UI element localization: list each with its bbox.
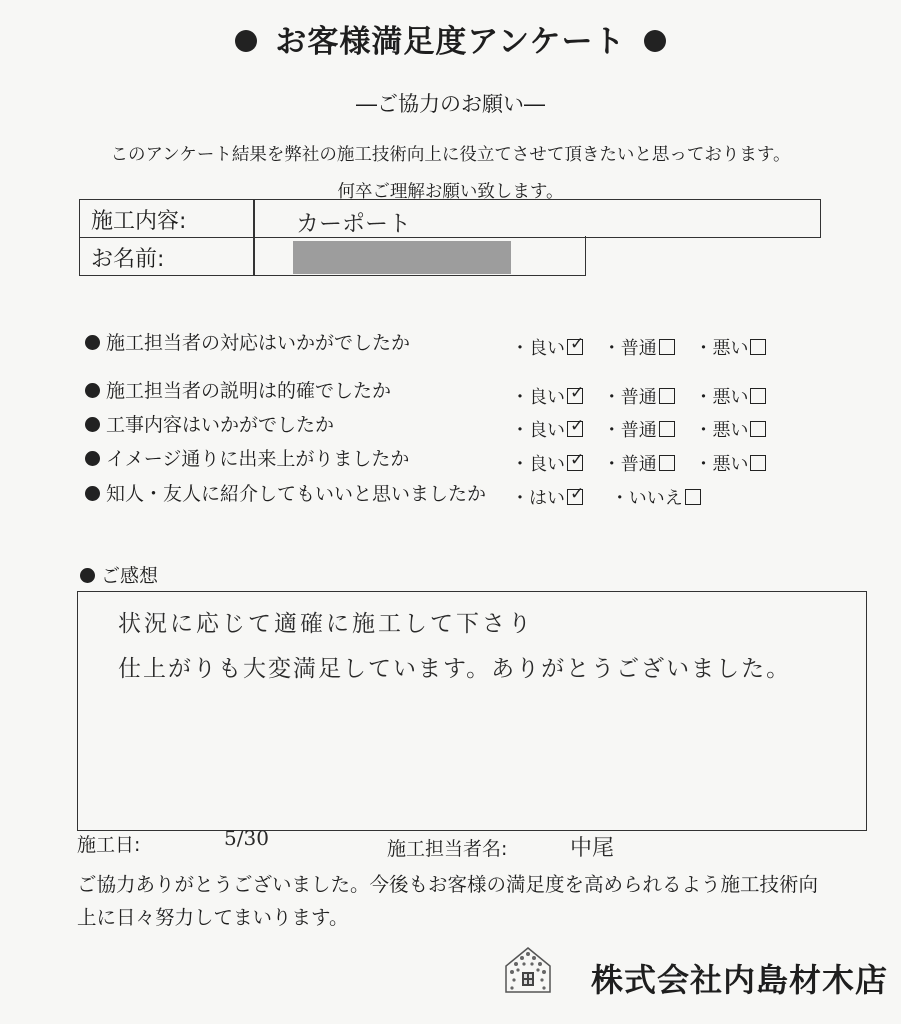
check-icon: ✓	[570, 450, 585, 470]
option-bad	[694, 420, 766, 441]
checkbox-bad[interactable]	[750, 339, 766, 355]
answer-row-4	[511, 450, 780, 476]
company-name: 株式会社内島材木店	[591, 961, 889, 999]
checkbox-good[interactable]	[567, 416, 585, 437]
checkbox-no[interactable]	[685, 489, 701, 505]
customer-name-label: お名前:	[91, 247, 165, 272]
option-label: ・良い	[511, 454, 565, 475]
check-icon: ✓	[570, 383, 585, 403]
work-date-label: 施工日:	[77, 834, 141, 856]
staff-name-value: 中尾	[570, 836, 615, 861]
option-label: ・普通	[602, 338, 657, 359]
checkbox-yes[interactable]	[567, 484, 585, 505]
option-good	[511, 450, 585, 475]
question-1-text: 施工担当者の対応はいかがでしたか	[106, 332, 411, 354]
request-subtitle: ―ご協力のお願い―	[356, 92, 545, 116]
check-icon: ✓	[570, 334, 585, 354]
bullet-dot-icon	[85, 451, 100, 466]
question-1	[85, 328, 410, 355]
answer-row-1	[511, 334, 780, 360]
work-date-value: 5/30	[224, 826, 269, 850]
redacted-name	[293, 241, 511, 274]
question-3	[85, 410, 334, 437]
question-2	[85, 376, 391, 403]
option-label: ・悪い	[694, 387, 749, 408]
option-bad	[694, 454, 766, 475]
answer-row-2	[511, 383, 780, 409]
table-divider	[253, 199, 255, 238]
comments-label	[80, 561, 158, 588]
option-average	[603, 420, 675, 441]
table-divider	[253, 236, 255, 276]
comments-label-text: ご感想	[101, 565, 159, 587]
option-average	[603, 387, 675, 408]
bullet-dot-icon	[235, 30, 257, 52]
option-good	[511, 416, 585, 441]
bullet-dot-icon	[80, 568, 95, 583]
bullet-dot-icon	[644, 30, 666, 52]
option-good	[511, 383, 585, 408]
option-label: ・良い	[511, 338, 565, 359]
checkbox-average[interactable]	[659, 339, 675, 355]
question-2-text: 施工担当者の説明は的確でしたか	[106, 380, 392, 402]
checkbox-bad[interactable]	[750, 421, 766, 437]
survey-title-text: お客様満足度アンケート	[275, 24, 626, 60]
answer-row-5	[511, 484, 715, 510]
work-content-label: 施工内容:	[91, 209, 187, 234]
option-bad	[694, 338, 766, 359]
option-average	[603, 338, 675, 359]
closing-line-1: ご協力ありがとうございました。今後もお客様の満足度を高められるよう施工技術向	[77, 873, 819, 896]
survey-title	[0, 16, 901, 61]
option-good	[511, 334, 585, 359]
checkbox-average[interactable]	[659, 388, 675, 404]
option-average	[603, 454, 675, 475]
work-content-value: カーポート	[296, 211, 411, 237]
question-3-text: 工事内容はいかがでしたか	[106, 414, 335, 436]
bullet-dot-icon	[85, 335, 100, 350]
option-label: ・良い	[511, 420, 565, 441]
question-5	[85, 479, 486, 506]
option-label: ・普通	[602, 387, 657, 408]
question-4-text: イメージ通りに出来上がりましたか	[106, 448, 410, 470]
option-label: ・悪い	[694, 338, 749, 359]
staff-name-label: 施工担当者名:	[387, 838, 508, 860]
intro-line-1: このアンケート結果を弊社の施工技術向上に役立てさせて頂きたいと思っております。	[110, 145, 791, 165]
option-label: ・普通	[602, 454, 657, 475]
bullet-dot-icon	[85, 383, 100, 398]
work-content-row	[79, 199, 821, 238]
comment-line-1: 状況に応じて適確に施工して下さり	[118, 611, 534, 637]
option-label: ・良い	[511, 387, 565, 408]
bullet-dot-icon	[85, 417, 100, 432]
checkbox-average[interactable]	[659, 421, 675, 437]
comment-line-2: 仕上がりも大変満足しています。ありがとうございました。	[118, 656, 792, 682]
checkbox-good[interactable]	[567, 334, 585, 355]
question-4	[85, 444, 409, 471]
question-5-text: 知人・友人に紹介してもいいと思いましたか	[106, 483, 487, 505]
checkbox-bad[interactable]	[750, 388, 766, 404]
house-tree-logo-icon	[502, 944, 554, 996]
answer-row-3	[511, 416, 780, 442]
option-label: ・いいえ	[610, 488, 683, 509]
option-no	[611, 488, 701, 509]
checkbox-average[interactable]	[659, 455, 675, 471]
checkbox-bad[interactable]	[750, 455, 766, 471]
option-label: ・悪い	[694, 454, 749, 475]
checkbox-good[interactable]	[567, 383, 585, 404]
option-yes	[511, 484, 585, 509]
bullet-dot-icon	[85, 486, 100, 501]
checkbox-good[interactable]	[567, 450, 585, 471]
check-icon: ✓	[570, 484, 585, 504]
option-label: ・普通	[602, 420, 657, 441]
option-label: ・悪い	[694, 420, 749, 441]
option-label: ・はい	[511, 488, 565, 509]
option-bad	[694, 387, 766, 408]
intro-line-2: 何卒ご理解お願い致します。	[337, 182, 564, 202]
closing-line-2: 上に日々努力してまいります。	[77, 906, 349, 929]
check-icon: ✓	[570, 416, 585, 436]
